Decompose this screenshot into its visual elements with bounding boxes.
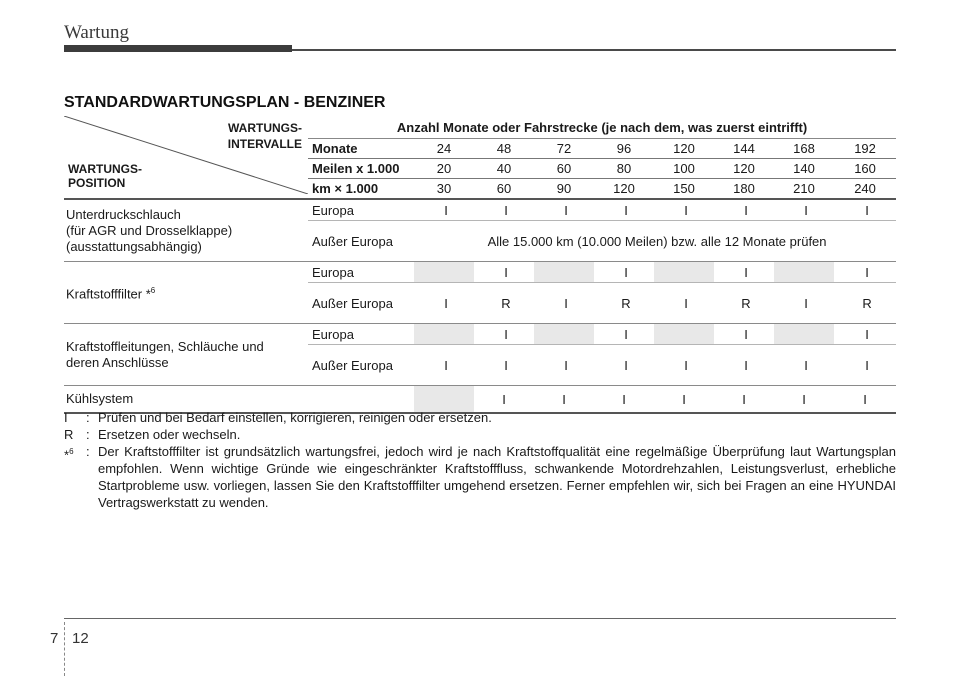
region-label: Europa xyxy=(308,262,414,283)
interval-row-label: km × 1.000 xyxy=(308,179,414,200)
schedule-cell: I xyxy=(774,199,834,221)
interval-group-header: Anzahl Monate oder Fahrstrecke (je nach dem, was zuerst eintrifft) xyxy=(308,116,896,139)
region-label: Europa xyxy=(308,324,414,345)
schedule-cell: I xyxy=(474,345,534,386)
schedule-cell: I xyxy=(594,262,654,283)
interval-value: 240 xyxy=(834,179,896,200)
legend-key: *$^6$ xyxy=(64,447,74,463)
schedule-cell: I xyxy=(774,345,834,386)
schedule-cell: I xyxy=(834,345,896,386)
interval-value: 210 xyxy=(774,179,834,200)
schedule-cell: I xyxy=(654,283,714,324)
region-label: Außer Europa xyxy=(308,345,414,386)
legend-key: R xyxy=(64,427,74,442)
schedule-cell: R xyxy=(474,283,534,324)
legend-text: Der Kraftstofffilter ist grundsätzlich wartungsfrei, jedoch wird je nach Kraftstoffqualität eine regelmäßige Überprüfung laut Wartungsplan empfohlen. Wenn wichtige Gründe wie eingeschränkter Kraftstofffluss, schwankende Motordrehzahlen, Leistungsverlust, erhebliche Startprobleme usw. vorliegen, lassen Sie den Kraftstofffilter umgehend ersetzen. Ferner empfehlen wir, sich bei Fragen an eine HYUNDAI Vertragswerkstatt zu wenden. xyxy=(98,444,896,510)
page-title: STANDARDWARTUNGSPLAN - BENZINER xyxy=(64,94,386,111)
legend-text: Prüfen und bei Bedarf einstellen, korrigieren, reinigen oder ersetzen. xyxy=(98,410,492,425)
interval-row-label: Meilen x 1.000 xyxy=(308,159,414,179)
schedule-cell xyxy=(534,262,594,283)
position-corner-label: WARTUNGS- POSITION xyxy=(68,162,142,190)
legend-item: I : Prüfen und bei Bedarf einstellen, korrigieren, reinigen oder ersetzen. xyxy=(64,409,896,426)
item-name-fuel-filter: Kraftstofffilter *$^6$ xyxy=(64,262,308,324)
footnote-marker: 6 xyxy=(69,447,74,456)
schedule-cell: I xyxy=(774,386,834,414)
header-rule xyxy=(292,49,896,51)
interval-value: 120 xyxy=(654,139,714,159)
footnote-marker: 6 xyxy=(150,285,156,295)
schedule-cell: I xyxy=(834,386,896,414)
schedule-cell xyxy=(414,262,474,283)
interval-value: 192 xyxy=(834,139,896,159)
page-number: 12 xyxy=(72,630,89,647)
schedule-cell: I xyxy=(714,345,774,386)
schedule-cell: I xyxy=(654,386,714,414)
table-row xyxy=(64,262,896,283)
legend-item: *$^6$ : Der Kraftstofffilter ist grundsätzlich wartungsfrei, jedoch wird je nach Kraftstoffqualität eine regelmäßige Überprüfung laut Wartungsplan empfohlen. Wenn wichtige Gründe wie eingeschränkter Kraftstofffluss, schwankende Motordrehzahlen, Leistungsverlust, erhebliche Startprobleme usw. vorliegen, lassen Sie den Kraftstofffilter umgehend ersetzen. Ferner empfehlen wir, sich bei Fragen an eine HYUNDAI Vertragswerkstatt zu wenden. xyxy=(64,444,896,510)
schedule-cell: I xyxy=(774,283,834,324)
item-name-fuel-lines: Kraftstoffleitungen, Schläuche und deren Anschlüsse xyxy=(64,324,308,386)
schedule-cell: I xyxy=(534,199,594,221)
interval-value: 72 xyxy=(534,139,594,159)
schedule-cell xyxy=(774,262,834,283)
interval-value: 60 xyxy=(534,159,594,179)
legend-item: R : Ersetzen oder wechseln. xyxy=(64,426,896,443)
schedule-cell: I xyxy=(534,345,594,386)
schedule-cell xyxy=(414,324,474,345)
item-name-cooling-system: Kühlsystem xyxy=(64,386,414,414)
interval-value: 140 xyxy=(774,159,834,179)
schedule-note: Alle 15.000 km (10.000 Meilen) bzw. alle 12 Monate prüfen xyxy=(414,221,896,262)
schedule-cell: R xyxy=(714,283,774,324)
interval-value: 144 xyxy=(714,139,774,159)
schedule-cell: I xyxy=(594,386,654,414)
header-bar xyxy=(64,45,292,52)
region-label: Außer Europa xyxy=(308,221,414,262)
schedule-cell: R xyxy=(594,283,654,324)
interval-value: 24 xyxy=(414,139,474,159)
schedule-cell: I xyxy=(834,199,896,221)
item-name-vacuum-hose: Unterdruckschlauch (für AGR und Drosselklappe) (ausstattungsabhängig) xyxy=(64,199,308,262)
section-title: Wartung xyxy=(64,22,129,43)
schedule-cell xyxy=(534,324,594,345)
schedule-cell: I xyxy=(414,199,474,221)
schedule-cell: I xyxy=(714,199,774,221)
schedule-cell: I xyxy=(474,262,534,283)
schedule-cell: I xyxy=(534,386,594,414)
schedule-cell: I xyxy=(474,324,534,345)
schedule-cell: I xyxy=(654,345,714,386)
schedule-cell: I xyxy=(654,199,714,221)
interval-value: 80 xyxy=(594,159,654,179)
interval-value: 30 xyxy=(414,179,474,200)
footer-rule xyxy=(64,618,896,619)
maintenance-schedule-table xyxy=(64,116,896,414)
interval-value: 120 xyxy=(594,179,654,200)
legend-key: I xyxy=(64,410,68,425)
legend-text: Ersetzen oder wechseln. xyxy=(98,427,241,442)
schedule-cell xyxy=(774,324,834,345)
interval-value: 96 xyxy=(594,139,654,159)
legend xyxy=(64,409,896,511)
footer-divider xyxy=(64,622,65,676)
schedule-cell: I xyxy=(594,345,654,386)
interval-row-label: Monate xyxy=(308,139,414,159)
interval-value: 60 xyxy=(474,179,534,200)
interval-value: 90 xyxy=(534,179,594,200)
header-corner xyxy=(64,116,308,199)
interval-value: 160 xyxy=(834,159,896,179)
schedule-cell: I xyxy=(414,283,474,324)
schedule-cell: I xyxy=(534,283,594,324)
schedule-cell: I xyxy=(474,386,534,414)
interval-corner-label: WARTUNGS- INTERVALLE xyxy=(227,121,302,151)
schedule-cell xyxy=(654,324,714,345)
interval-value: 20 xyxy=(414,159,474,179)
interval-value: 40 xyxy=(474,159,534,179)
region-label: Europa xyxy=(308,199,414,221)
table-row xyxy=(64,199,896,221)
interval-value: 180 xyxy=(714,179,774,200)
interval-value: 168 xyxy=(774,139,834,159)
schedule-cell: I xyxy=(474,199,534,221)
region-label: Außer Europa xyxy=(308,283,414,324)
schedule-cell: I xyxy=(414,345,474,386)
table-row xyxy=(64,324,896,345)
chapter-number: 7 xyxy=(50,630,59,647)
interval-value: 150 xyxy=(654,179,714,200)
schedule-cell: I xyxy=(714,324,774,345)
schedule-cell: I xyxy=(834,262,896,283)
schedule-cell: I xyxy=(594,324,654,345)
schedule-cell xyxy=(654,262,714,283)
interval-value: 100 xyxy=(654,159,714,179)
schedule-cell: R xyxy=(834,283,896,324)
schedule-cell: I xyxy=(714,386,774,414)
interval-value: 120 xyxy=(714,159,774,179)
interval-value: 48 xyxy=(474,139,534,159)
schedule-cell: I xyxy=(834,324,896,345)
schedule-cell: I xyxy=(714,262,774,283)
schedule-cell: I xyxy=(594,199,654,221)
